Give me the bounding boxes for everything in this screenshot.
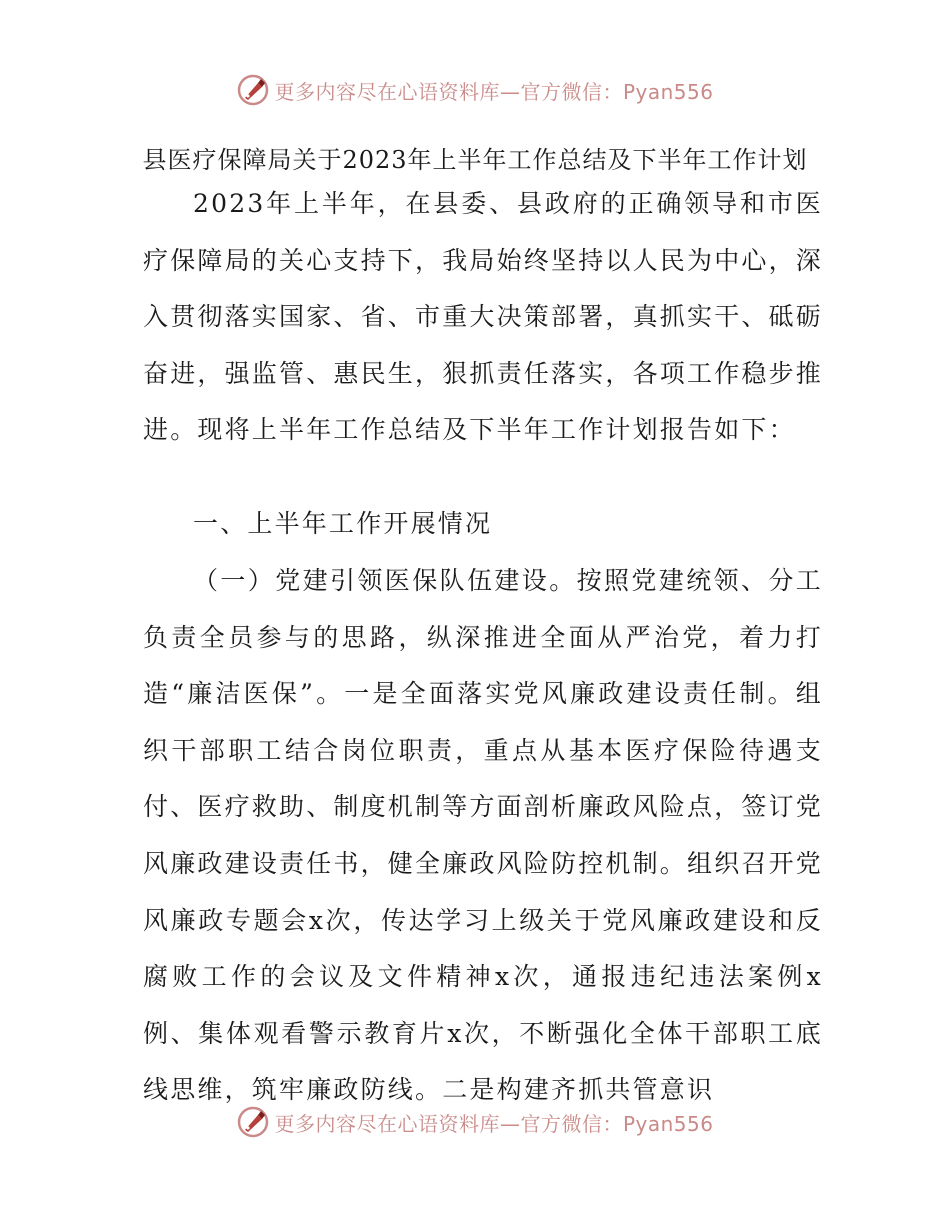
pen-nib-logo-icon bbox=[236, 73, 270, 107]
watermark-footer bbox=[0, 1102, 950, 1142]
document-title: 县医疗保障局关于2023年上半年工作总结及下半年工作计划 bbox=[142, 146, 808, 174]
watermark-text: 更多内容尽在心语资料库—官方微信：Pyan556 bbox=[274, 79, 714, 104]
watermark-text: 更多内容尽在心语资料库—官方微信：Pyan556 bbox=[274, 1111, 714, 1136]
section-heading: 一、上半年工作开展情况 bbox=[193, 509, 493, 538]
watermark-header bbox=[0, 70, 950, 110]
paragraph-party-building: （一）党建引领医保队伍建设。按照党建统领、分工负责全员参与的思路，纵深推进全面从严治党，着力打造“廉洁医保”。一是全面落实党风廉政建设责任制。组织干部职工结合岗位职责，重点从基本医疗保险待遇支付、医疗救助、制度机制等方面剖析廉政风险点，签订党风廉政建设责任书，健全廉政风险防控机制。组织召开党风廉政专题会x次，传达学习上级关于党风廉政建设和反腐败工作的会议及文件精神x次，通报违纪违法案例x例、集体观看警示教育片x次，不断强化全体干部职工底线思维，筑牢廉政防线。二是构建齐抓共管意识 bbox=[143, 566, 824, 1105]
pen-nib-logo-icon bbox=[236, 1105, 270, 1139]
paragraph-intro: 2023年上半年，在县委、县政府的正确领导和市医疗保障局的关心支持下，我局始终坚持以人民为中心，深入贯彻落实国家、省、市重大决策部署，真抓实干、砥砺奋进，强监管、惠民生，狠抓责任落实，各项工作稳步推进。现将上半年工作总结及下半年工作计划报告如下： bbox=[143, 189, 824, 445]
